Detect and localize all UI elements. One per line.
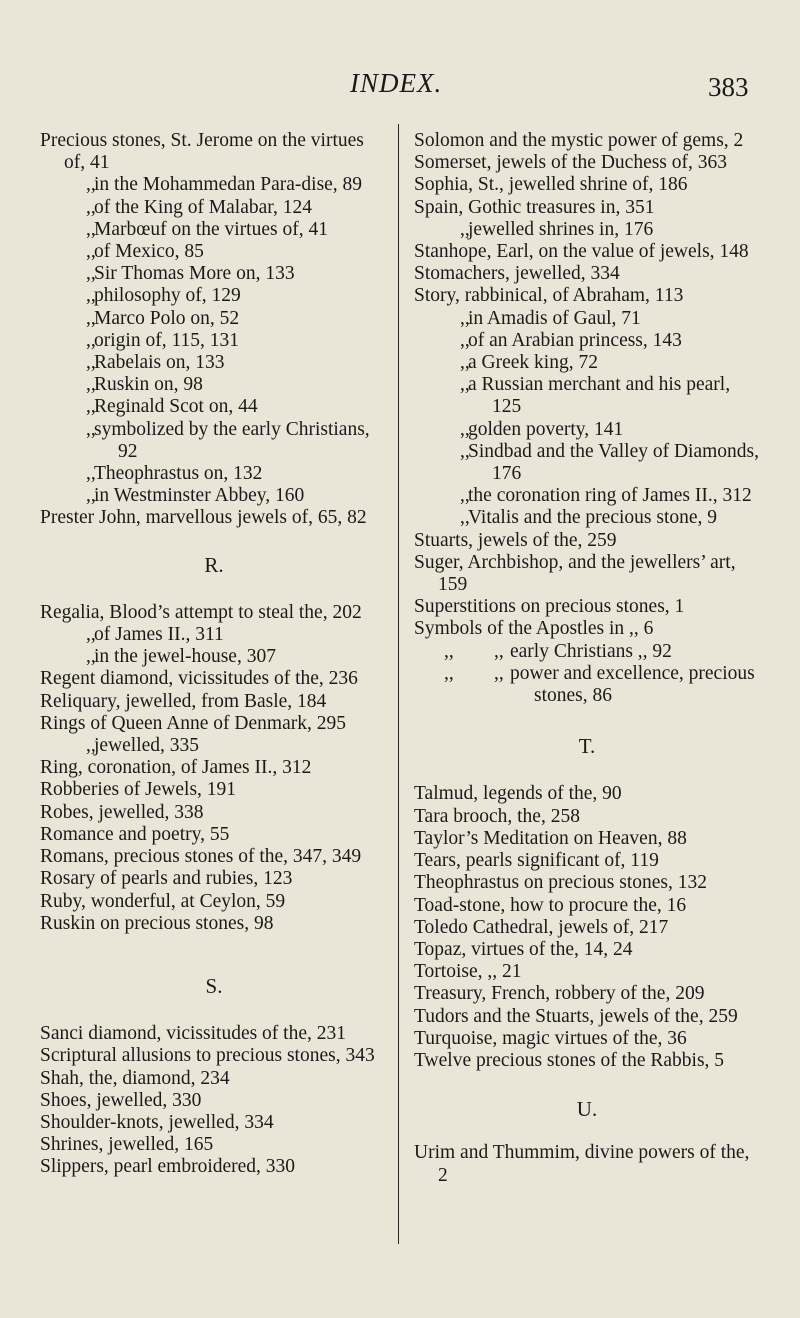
index-entry [40, 1134, 388, 1156]
index-subentry [40, 646, 388, 668]
index-subentry [40, 197, 388, 219]
ditto-mark: ,, [86, 418, 96, 440]
index-entry-text: Tortoise, ,, 21 [414, 961, 522, 983]
index-entry [414, 618, 760, 640]
index-entry-text: Treasury, French, robbery of the, 209 [414, 983, 705, 1005]
index-entry [414, 850, 760, 872]
index-entry-text: Marbœuf on the virtues of, 41 [94, 218, 328, 240]
ditto-mark: ,, [86, 329, 96, 351]
index-entry-text: Topaz, virtues of the, 14, 24 [414, 938, 633, 960]
index-entry-text: Reliquary, jewelled, from Basle, 184 [40, 690, 327, 712]
index-subentry [40, 219, 388, 241]
index-entry-text: Regalia, Blood’s attempt to steal the, 202 [40, 601, 362, 623]
page-header [0, 68, 800, 112]
index-entry-text: Vitalis and the precious stone, 9 [468, 507, 718, 529]
index-entry-text: Rabelais on, 133 [94, 352, 225, 374]
index-subentry [414, 330, 760, 352]
index-entry [40, 1068, 388, 1090]
index-entry-text: Ruskin on precious stones, 98 [40, 912, 274, 934]
index-entry-text: Rings of Queen Anne of Denmark, 295 [40, 712, 346, 734]
index-entry-text: symbolized by the early Christians, 92 [94, 418, 370, 462]
index-entry-text: Ruby, wonderful, at Ceylon, 59 [40, 890, 286, 912]
column-divider [398, 124, 399, 1244]
index-entry-text: Theophrastus on precious stones, 132 [414, 872, 707, 894]
index-entry-text: a Russian merchant and his pearl, 125 [468, 374, 731, 418]
index-subentry [414, 308, 760, 330]
ditto-mark: ,, [460, 418, 470, 440]
index-entry [414, 872, 760, 894]
index-subentry [40, 374, 388, 396]
running-title: INDEX. [350, 68, 443, 98]
index-entry-text: Taylor’s Meditation on Heaven, 88 [414, 827, 687, 849]
index-entry-text: Stanhope, Earl, on the value of jewels, 148 [414, 241, 749, 263]
index-entry-text: golden poverty, 141 [468, 418, 624, 440]
index-entry-text: Stuarts, jewels of the, 259 [414, 529, 617, 551]
ditto-mark: ,, [86, 374, 96, 396]
ditto-mark: ,, [86, 174, 96, 196]
ditto-mark: ,, [444, 662, 454, 684]
index-subentry [40, 485, 388, 507]
index-entry-text: Sindbad and the Valley of Diamonds, 176 [468, 440, 760, 485]
index-entry [40, 802, 388, 824]
index-entry-text: Tears, pearls significant of, 119 [414, 850, 659, 872]
index-entry [414, 1006, 760, 1028]
index-entry-text: Shah, the, diamond, 234 [40, 1067, 230, 1089]
index-entry [414, 285, 760, 307]
index-entry-text: Urim and Thummim, divine powers of the, 2 [414, 1142, 750, 1186]
ditto-mark: ,, [494, 662, 504, 684]
index-entry-text: jewelled, 335 [94, 735, 200, 757]
section-letter: R. [204, 552, 224, 577]
index-entry [414, 530, 760, 552]
index-entry-text: Suger, Archbishop, and the jewellers’ art, 159 [414, 551, 736, 596]
index-entry-text: philosophy of, 129 [94, 285, 241, 307]
index-entry-text: Stomachers, jewelled, 334 [414, 263, 620, 285]
index-entry-text: in the jewel-house, 307 [94, 646, 276, 668]
index-entry [40, 1023, 388, 1045]
ditto-mark: ,, [494, 640, 504, 662]
index-entry-text: Robes, jewelled, 338 [40, 801, 204, 823]
index-subentry [414, 663, 760, 707]
ditto-mark: ,, [444, 640, 454, 662]
index-entry-text: in Amadis of Gaul, 71 [468, 307, 641, 329]
ditto-mark: ,, [86, 463, 96, 485]
index-entry-text: Shoulder-knots, jewelled, 334 [40, 1111, 274, 1133]
index-entry-text: Prester John, marvellous jewels of, 65, 82 [40, 507, 367, 529]
index-entry-text: Marco Polo on, 52 [94, 307, 240, 329]
index-subentry [414, 219, 760, 241]
index-subentry [40, 308, 388, 330]
index-entry [414, 241, 760, 263]
section-letter: U. [576, 1097, 598, 1122]
ditto-mark: ,, [86, 352, 96, 374]
index-subentry [414, 374, 760, 418]
index-entry [40, 691, 388, 713]
index-entry [40, 1112, 388, 1134]
index-entry-text: Symbols of the Apostles in ,, 6 [414, 618, 654, 640]
index-entry [414, 895, 760, 917]
page-number: 383 [708, 72, 749, 102]
ditto-mark: ,, [86, 285, 96, 307]
index-entry [40, 913, 388, 935]
index-subentry [40, 735, 388, 757]
index-entry [40, 713, 388, 735]
ditto-mark: ,, [460, 374, 470, 396]
index-subentry [414, 641, 760, 663]
index-subentry [40, 419, 388, 463]
index-subentry [414, 441, 760, 485]
index-entry-text: Toad-stone, how to procure the, 16 [414, 894, 687, 916]
index-entry-text: Ring, coronation, of James II., 312 [40, 757, 312, 779]
ditto-mark: ,, [460, 485, 470, 507]
index-entry-text: Spain, Gothic treasures in, 351 [414, 196, 655, 218]
index-column-right [414, 130, 760, 1187]
index-entry-text: Sanci diamond, vicissitudes of the, 231 [40, 1023, 347, 1045]
index-entry-text: Rosary of pearls and rubies, 123 [40, 868, 293, 890]
index-entry-text: Story, rabbinical, of Abraham, 113 [414, 285, 684, 307]
index-entry-text: Superstitions on precious stones, 1 [414, 596, 685, 618]
index-entry [40, 668, 388, 690]
index-entry-text: Sir Thomas More on, 133 [94, 263, 295, 285]
ditto-mark: ,, [460, 352, 470, 374]
index-entry [414, 1050, 760, 1072]
index-entry [414, 983, 760, 1005]
index-entry [40, 824, 388, 846]
ditto-mark: ,, [86, 396, 96, 418]
index-entry [414, 263, 760, 285]
index-entry [414, 130, 760, 152]
index-entry-text: Talmud, legends of the, 90 [414, 783, 622, 805]
index-entry [414, 596, 760, 618]
index-entry-text: of James II., 311 [94, 624, 224, 646]
index-entry-text: of an Arabian princess, 143 [468, 329, 682, 351]
index-entry [414, 917, 760, 939]
index-entry-text: Theophrastus on, 132 [94, 463, 263, 485]
index-entry [414, 961, 760, 983]
ditto-mark: ,, [86, 307, 96, 329]
ditto-mark: ,, [86, 196, 96, 218]
index-subentry [40, 396, 388, 418]
index-subentry [40, 624, 388, 646]
index-entry [414, 783, 760, 805]
index-entry-text: Tara brooch, the, 258 [414, 805, 580, 827]
index-entry-text: Turquoise, magic virtues of the, 36 [414, 1027, 687, 1049]
index-entry [414, 197, 760, 219]
index-entry-text: of Mexico, 85 [94, 241, 204, 263]
index-column-left [40, 130, 388, 1179]
index-entry-text: in Westminster Abbey, 160 [94, 485, 305, 507]
index-subentry [40, 241, 388, 263]
section-letter: T. [578, 734, 596, 759]
index-entry-text: Tudors and the Stuarts, jewels of the, 259 [414, 1005, 738, 1027]
index-subentry [40, 463, 388, 485]
index-entry-text: Solomon and the mystic power of gems, 2 [414, 130, 744, 151]
index-entry [40, 130, 388, 174]
index-entry [414, 806, 760, 828]
index-entry-text: Toledo Cathedral, jewels of, 217 [414, 916, 669, 938]
index-entry-text: Sophia, St., jewelled shrine of, 186 [414, 174, 688, 196]
ditto-mark: ,, [86, 646, 96, 668]
index-entry-text: Romance and poetry, 55 [40, 823, 230, 845]
index-entry-text: the coronation ring of James II., 312 [468, 485, 752, 507]
index-subentry [414, 352, 760, 374]
index-entry-text: Precious stones, St. Jerome on the virtues of, 41 [40, 130, 364, 174]
index-entry-text: Scriptural allusions to precious stones, 343 [40, 1045, 375, 1067]
index-entry-text: Slippers, pearl embroidered, 330 [40, 1156, 296, 1178]
index-subentry [40, 352, 388, 374]
index-entry [40, 846, 388, 868]
index-entry [40, 891, 388, 913]
index-entry-text: Somerset, jewels of the Duchess of, 363 [414, 152, 728, 174]
index-entry-text: a Greek king, 72 [468, 352, 598, 374]
index-entry [40, 1045, 388, 1067]
index-entry-text: power and excellence, precious stones, 86 [510, 662, 755, 707]
index-entry [414, 1028, 760, 1050]
index-entry-text: Romans, precious stones of the, 347, 349 [40, 846, 362, 868]
section-letter: S. [205, 973, 223, 998]
index-entry-text: early Christians ,, 92 [510, 640, 672, 662]
ditto-mark: ,, [460, 307, 470, 329]
index-entry-text: of the King of Malabar, 124 [94, 196, 312, 218]
index-entry [40, 757, 388, 779]
ditto-mark: ,, [86, 624, 96, 646]
ditto-mark: ,, [460, 440, 470, 462]
index-entry [40, 779, 388, 801]
index-subentry [414, 507, 760, 529]
ditto-mark: ,, [460, 218, 470, 240]
index-subentry [414, 419, 760, 441]
index-entry-text: in the Mohammedan Para-dise, 89 [94, 174, 363, 196]
index-entry [414, 152, 760, 174]
index-entry [414, 828, 760, 850]
index-subentry [40, 330, 388, 352]
ditto-mark: ,, [86, 263, 96, 285]
index-entry [40, 507, 388, 529]
index-entry-text: jewelled shrines in, 176 [468, 218, 654, 240]
index-subentry [40, 263, 388, 285]
index-entry-text: Shoes, jewelled, 330 [40, 1089, 202, 1111]
ditto-mark: ,, [86, 218, 96, 240]
index-subentry [414, 485, 760, 507]
index-entry [40, 1090, 388, 1112]
index-entry-text: Robberies of Jewels, 191 [40, 779, 237, 801]
ditto-mark: ,, [86, 735, 96, 757]
index-entry [414, 939, 760, 961]
index-entry [40, 1156, 388, 1178]
index-entry [414, 174, 760, 196]
index-entry [40, 602, 388, 624]
ditto-mark: ,, [460, 507, 470, 529]
index-entry [40, 868, 388, 890]
index-entry-text: Ruskin on, 98 [94, 374, 203, 396]
index-subentry [40, 285, 388, 307]
index-entry [414, 1142, 760, 1186]
index-subentry [40, 174, 388, 196]
index-entry-text: Reginald Scot on, 44 [94, 396, 258, 418]
index-entry-text: Regent diamond, vicissitudes of the, 236 [40, 668, 358, 690]
ditto-mark: ,, [460, 329, 470, 351]
ditto-mark: ,, [86, 485, 96, 507]
ditto-mark: ,, [86, 241, 96, 263]
index-entry-text: Twelve precious stones of the Rabbis, 5 [414, 1049, 725, 1071]
index-entry-text: Shrines, jewelled, 165 [40, 1134, 214, 1156]
index-entry-text: origin of, 115, 131 [94, 329, 239, 351]
index-entry [414, 552, 760, 596]
